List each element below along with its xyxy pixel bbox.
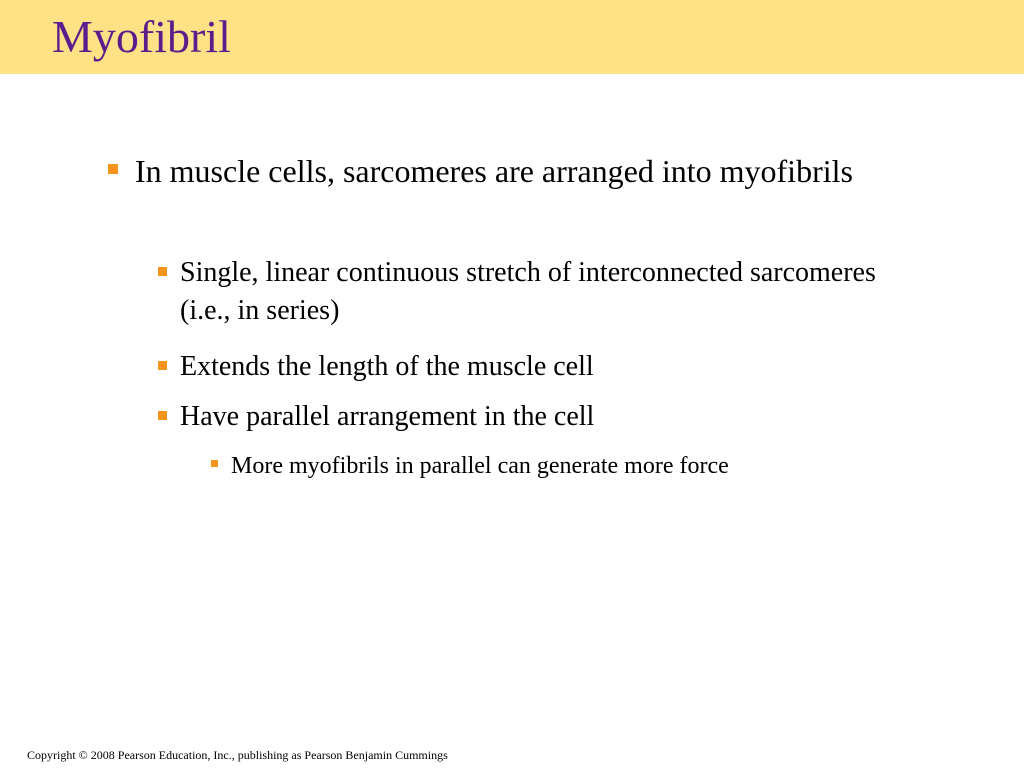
slide-title: Myofibril [52,11,231,62]
bullet-level-3 [231,450,931,482]
bullet-level-2 [180,398,910,436]
square-bullet-icon [108,164,118,174]
square-bullet-icon [158,411,167,420]
bullet-text: More myofibrils in parallel can generate more force [231,453,729,479]
bullet-text: Have parallel arrangement in the cell [180,401,595,432]
copyright-footer: Copyright © 2008 Pearson Education, Inc., publishing as Pearson Benjamin Cummings [27,748,448,762]
bullet-level-2 [180,348,910,386]
bullet-text: In muscle cells, sarcomeres are arranged into myofibrils [135,153,853,189]
square-bullet-icon [158,361,167,370]
square-bullet-icon [158,267,167,276]
bullet-text: Extends the length of the muscle cell [180,351,594,382]
bullet-level-1 [135,150,895,193]
square-bullet-icon [211,460,218,467]
bullet-level-2 [180,254,910,330]
bullet-text: Single, linear continuous stretch of interconnected sarcomeres (i.e., in series) [180,257,876,326]
